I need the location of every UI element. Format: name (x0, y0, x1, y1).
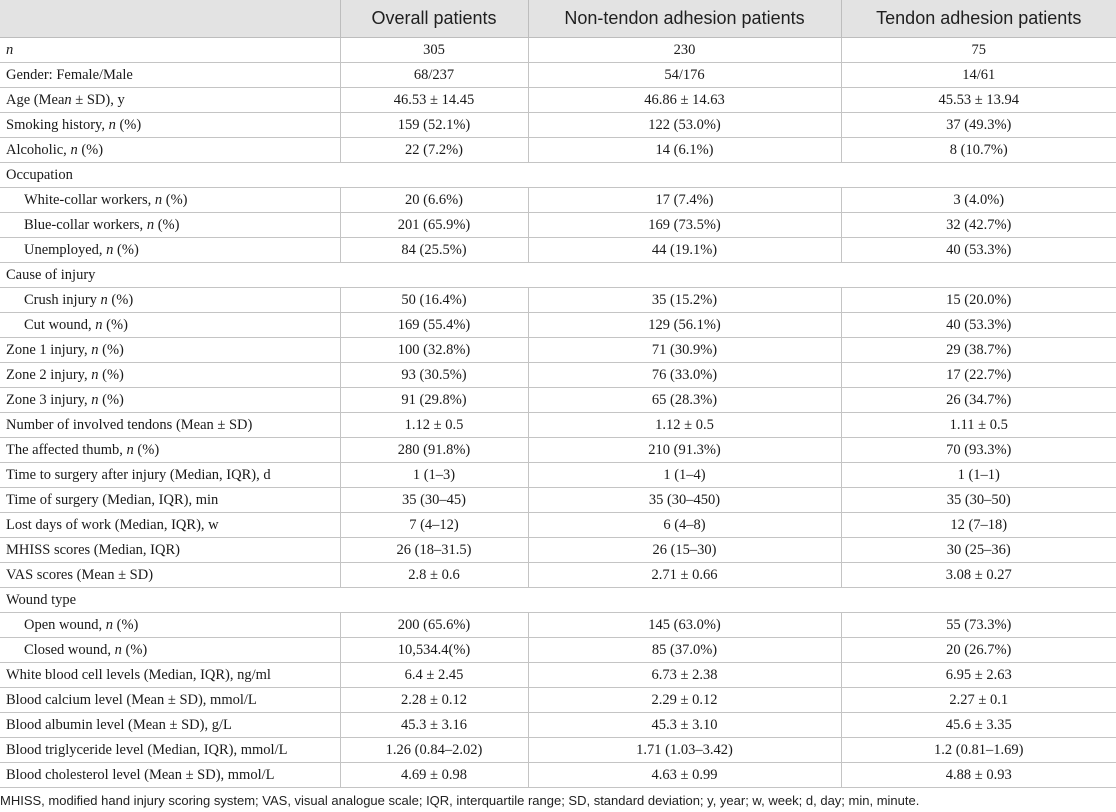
cell-adhesion: 37 (49.3%) (841, 113, 1116, 138)
row-label-italic: n (6, 41, 14, 58)
cell-overall: 7 (4–12) (340, 513, 528, 538)
row-label-suffix: (%) (115, 116, 142, 133)
cell-non-adhesion: 2.29 ± 0.12 (528, 688, 841, 713)
section-row (0, 588, 1116, 613)
row-label-suffix: (%) (77, 141, 104, 158)
cell-adhesion: 75 (841, 38, 1116, 63)
cell-non-adhesion: 85 (37.0%) (528, 638, 841, 663)
cell-adhesion: 17 (22.7%) (841, 363, 1116, 388)
cell-non-adhesion: 17 (7.4%) (528, 188, 841, 213)
row-label (0, 588, 1116, 613)
row-label-text: Unemployed, (24, 241, 107, 258)
cell-adhesion: 15 (20.0%) (841, 288, 1116, 313)
table-footnote: MHISS, modified hand injury scoring system; VAS, visual analogue scale; IQR, interquartile range; SD, standard deviation; y, year; w, week; d, day; min, minute. (0, 793, 920, 808)
row-label-suffix: ± SD), y (71, 91, 125, 108)
row-label (0, 538, 340, 563)
row-label-suffix: (%) (113, 616, 139, 633)
row-label-text: Zone 2 injury, (6, 366, 92, 383)
row-label (0, 463, 340, 488)
section-row (0, 163, 1116, 188)
cell-non-adhesion: 169 (73.5%) (528, 213, 841, 238)
cell-non-adhesion: 71 (30.9%) (528, 338, 841, 363)
table-row (0, 113, 1116, 138)
row-label-text: MHISS scores (Median, IQR) (6, 541, 180, 558)
table-row (0, 288, 1116, 313)
cell-adhesion: 12 (7–18) (841, 513, 1116, 538)
table-row (0, 463, 1116, 488)
cell-non-adhesion: 230 (528, 38, 841, 63)
table-row (0, 513, 1116, 538)
cell-adhesion: 6.95 ± 2.63 (841, 663, 1116, 688)
table-row (0, 738, 1116, 763)
cell-non-adhesion: 45.3 ± 3.10 (528, 713, 841, 738)
row-label (0, 413, 340, 438)
row-label-suffix: (%) (133, 441, 160, 458)
cell-adhesion: 14/61 (841, 63, 1116, 88)
cell-adhesion: 1.2 (0.81–1.69) (841, 738, 1116, 763)
row-label (0, 638, 340, 663)
row-label-text: Alcoholic, (6, 141, 71, 158)
row-label-italic: n (91, 366, 99, 383)
cell-adhesion: 40 (53.3%) (841, 313, 1116, 338)
row-label (0, 738, 340, 763)
cell-overall: 20 (6.6%) (340, 188, 528, 213)
row-label-italic: n (95, 316, 103, 333)
row-label-text: Blood albumin level (Mean ± SD), g/L (6, 716, 232, 733)
cell-adhesion: 45.6 ± 3.35 (841, 713, 1116, 738)
table-row (0, 88, 1116, 113)
cell-adhesion: 32 (42.7%) (841, 213, 1116, 238)
table-row (0, 663, 1116, 688)
row-label-text: Occupation (6, 166, 73, 183)
row-label-italic: n (154, 191, 163, 208)
cell-non-adhesion: 46.86 ± 14.63 (528, 88, 841, 113)
cell-non-adhesion: 1.12 ± 0.5 (528, 413, 841, 438)
cell-overall: 68/237 (340, 63, 528, 88)
cell-overall: 201 (65.9%) (340, 213, 528, 238)
row-label (0, 188, 340, 213)
row-label (0, 263, 1116, 288)
row-label-italic: n (91, 391, 99, 408)
table-row (0, 188, 1116, 213)
cell-overall: 91 (29.8%) (340, 388, 528, 413)
cell-adhesion: 35 (30–50) (841, 488, 1116, 513)
cell-adhesion: 3.08 ± 0.27 (841, 563, 1116, 588)
cell-overall: 46.53 ± 14.45 (340, 88, 528, 113)
row-label-suffix: (%) (121, 641, 148, 658)
cell-non-adhesion: 26 (15–30) (528, 538, 841, 563)
row-label (0, 113, 340, 138)
row-label (0, 713, 340, 738)
table-row (0, 388, 1116, 413)
table-row (0, 488, 1116, 513)
row-label-text: Cause of injury (6, 266, 96, 283)
row-label-italic: n (146, 216, 155, 233)
header-cell-overall: Overall patients (340, 0, 528, 38)
cell-non-adhesion: 1 (1–4) (528, 463, 841, 488)
row-label (0, 563, 340, 588)
cell-overall: 2.28 ± 0.12 (340, 688, 528, 713)
cell-adhesion: 1.11 ± 0.5 (841, 413, 1116, 438)
cell-non-adhesion: 35 (30–450) (528, 488, 841, 513)
row-label-text: Time of surgery (Median, IQR), min (6, 491, 219, 508)
header-cell-non-adhesion: Non-tendon adhesion patients (528, 0, 841, 38)
row-label-text: The affected thumb, (6, 441, 127, 458)
row-label (0, 213, 340, 238)
cell-adhesion: 4.88 ± 0.93 (841, 763, 1116, 788)
header-cell-adhesion: Tendon adhesion patients (841, 0, 1116, 38)
row-label (0, 338, 340, 363)
cell-adhesion: 70 (93.3%) (841, 438, 1116, 463)
row-label (0, 288, 340, 313)
row-label-suffix: (%) (98, 341, 124, 358)
cell-overall: 84 (25.5%) (340, 238, 528, 263)
cell-overall: 2.8 ± 0.6 (340, 563, 528, 588)
cell-adhesion: 20 (26.7%) (841, 638, 1116, 663)
cell-non-adhesion: 44 (19.1%) (528, 238, 841, 263)
cell-overall: 26 (18–31.5) (340, 538, 528, 563)
cell-adhesion: 1 (1–1) (841, 463, 1116, 488)
row-label-text: Number of involved tendons (Mean ± SD) (6, 416, 253, 433)
cell-adhesion: 3 (4.0%) (841, 188, 1116, 213)
cell-overall: 100 (32.8%) (340, 338, 528, 363)
header-row (0, 0, 1116, 38)
table-row (0, 413, 1116, 438)
cell-overall: 305 (340, 38, 528, 63)
row-label-suffix: (%) (98, 366, 124, 383)
cell-overall: 93 (30.5%) (340, 363, 528, 388)
header-cell-label (0, 0, 340, 38)
row-label-italic: n (105, 616, 114, 633)
row-label-italic: n (100, 291, 108, 308)
table-row (0, 213, 1116, 238)
cell-overall: 1 (1–3) (340, 463, 528, 488)
row-label-suffix: (%) (102, 316, 128, 333)
cell-non-adhesion: 6 (4–8) (528, 513, 841, 538)
table-row (0, 763, 1116, 788)
cell-non-adhesion: 210 (91.3%) (528, 438, 841, 463)
row-label-text: Blood calcium level (Mean ± SD), mmol/L (6, 691, 257, 708)
row-label (0, 488, 340, 513)
cell-adhesion: 45.53 ± 13.94 (841, 88, 1116, 113)
table-body (0, 38, 1116, 788)
row-label (0, 513, 340, 538)
row-label-text: Open wound, (24, 616, 106, 633)
cell-adhesion: 55 (73.3%) (841, 613, 1116, 638)
row-label-text: Wound type (6, 591, 77, 608)
cell-non-adhesion: 76 (33.0%) (528, 363, 841, 388)
row-label-suffix: (%) (98, 391, 124, 408)
cell-adhesion: 8 (10.7%) (841, 138, 1116, 163)
cell-adhesion: 2.27 ± 0.1 (841, 688, 1116, 713)
row-label (0, 388, 340, 413)
section-row (0, 263, 1116, 288)
row-label-suffix: (%) (107, 291, 134, 308)
cell-overall: 4.69 ± 0.98 (340, 763, 528, 788)
row-label-text: Blood cholesterol level (Mean ± SD), mmol/L (6, 766, 275, 783)
table-row (0, 538, 1116, 563)
row-label (0, 688, 340, 713)
row-label-suffix: (%) (113, 241, 139, 258)
table-row (0, 63, 1116, 88)
row-label-italic: n (70, 141, 78, 158)
row-label (0, 438, 340, 463)
table-row (0, 338, 1116, 363)
cell-non-adhesion: 4.63 ± 0.99 (528, 763, 841, 788)
table-row (0, 138, 1116, 163)
cell-non-adhesion: 145 (63.0%) (528, 613, 841, 638)
cell-non-adhesion: 2.71 ± 0.66 (528, 563, 841, 588)
cell-overall: 280 (91.8%) (340, 438, 528, 463)
table-row (0, 563, 1116, 588)
row-label (0, 63, 340, 88)
cell-overall: 169 (55.4%) (340, 313, 528, 338)
row-label-text: White-collar workers, (24, 191, 155, 208)
table-row (0, 638, 1116, 663)
cell-overall: 1.12 ± 0.5 (340, 413, 528, 438)
row-label-text: Time to surgery after injury (Median, IQR), d (6, 466, 271, 483)
row-label-text: VAS scores (Mean ± SD) (6, 566, 154, 583)
cell-adhesion: 29 (38.7%) (841, 338, 1116, 363)
row-label-italic: n (126, 441, 134, 458)
table-row (0, 363, 1116, 388)
row-label (0, 363, 340, 388)
row-label (0, 163, 1116, 188)
table-row (0, 613, 1116, 638)
table-row (0, 313, 1116, 338)
row-label (0, 38, 340, 63)
cell-non-adhesion: 129 (56.1%) (528, 313, 841, 338)
row-label (0, 88, 340, 113)
row-label-text: White blood cell levels (Median, IQR), ng/ml (6, 666, 271, 683)
cell-overall: 22 (7.2%) (340, 138, 528, 163)
cell-non-adhesion: 1.71 (1.03–3.42) (528, 738, 841, 763)
row-label-suffix: (%) (154, 216, 180, 233)
row-label-italic: n (64, 91, 72, 108)
row-label (0, 238, 340, 263)
row-label-text: Zone 1 injury, (6, 341, 92, 358)
row-label-italic: n (114, 641, 122, 658)
cell-overall: 50 (16.4%) (340, 288, 528, 313)
cell-non-adhesion: 65 (28.3%) (528, 388, 841, 413)
row-label-italic: n (108, 116, 116, 133)
row-label (0, 138, 340, 163)
table-row (0, 713, 1116, 738)
table-row (0, 238, 1116, 263)
cell-overall: 200 (65.6%) (340, 613, 528, 638)
row-label-text: Gender: Female/Male (6, 66, 133, 83)
row-label-text: Smoking history, (6, 116, 109, 133)
cell-overall: 45.3 ± 3.16 (340, 713, 528, 738)
row-label (0, 313, 340, 338)
cell-non-adhesion: 14 (6.1%) (528, 138, 841, 163)
table-row (0, 688, 1116, 713)
row-label-text: Blood triglyceride level (Median, IQR), mmol/L (6, 741, 288, 758)
cell-overall: 35 (30–45) (340, 488, 528, 513)
row-label-text: Cut wound, (24, 316, 96, 333)
cell-overall: 1.26 (0.84–2.02) (340, 738, 528, 763)
row-label (0, 763, 340, 788)
table-row (0, 38, 1116, 63)
row-label-suffix: (%) (162, 191, 188, 208)
row-label-text: Blue-collar workers, (24, 216, 147, 233)
table-header (0, 0, 1116, 38)
cell-overall: 6.4 ± 2.45 (340, 663, 528, 688)
row-label-text: Zone 3 injury, (6, 391, 92, 408)
cell-adhesion: 40 (53.3%) (841, 238, 1116, 263)
cell-non-adhesion: 6.73 ± 2.38 (528, 663, 841, 688)
row-label (0, 663, 340, 688)
row-label-italic: n (106, 241, 114, 258)
cell-overall: 10,534.4(%) (340, 638, 528, 663)
cell-non-adhesion: 122 (53.0%) (528, 113, 841, 138)
row-label-text: Closed wound, (24, 641, 115, 658)
cell-non-adhesion: 35 (15.2%) (528, 288, 841, 313)
row-label-text: Lost days of work (Median, IQR), w (6, 516, 219, 533)
row-label (0, 613, 340, 638)
cell-overall: 159 (52.1%) (340, 113, 528, 138)
row-label-text: Crush injury (24, 291, 101, 308)
cell-adhesion: 30 (25–36) (841, 538, 1116, 563)
table-row (0, 438, 1116, 463)
row-label-italic: n (91, 341, 99, 358)
cell-non-adhesion: 54/176 (528, 63, 841, 88)
row-label-text: Age (Mea (6, 91, 65, 108)
cell-adhesion: 26 (34.7%) (841, 388, 1116, 413)
